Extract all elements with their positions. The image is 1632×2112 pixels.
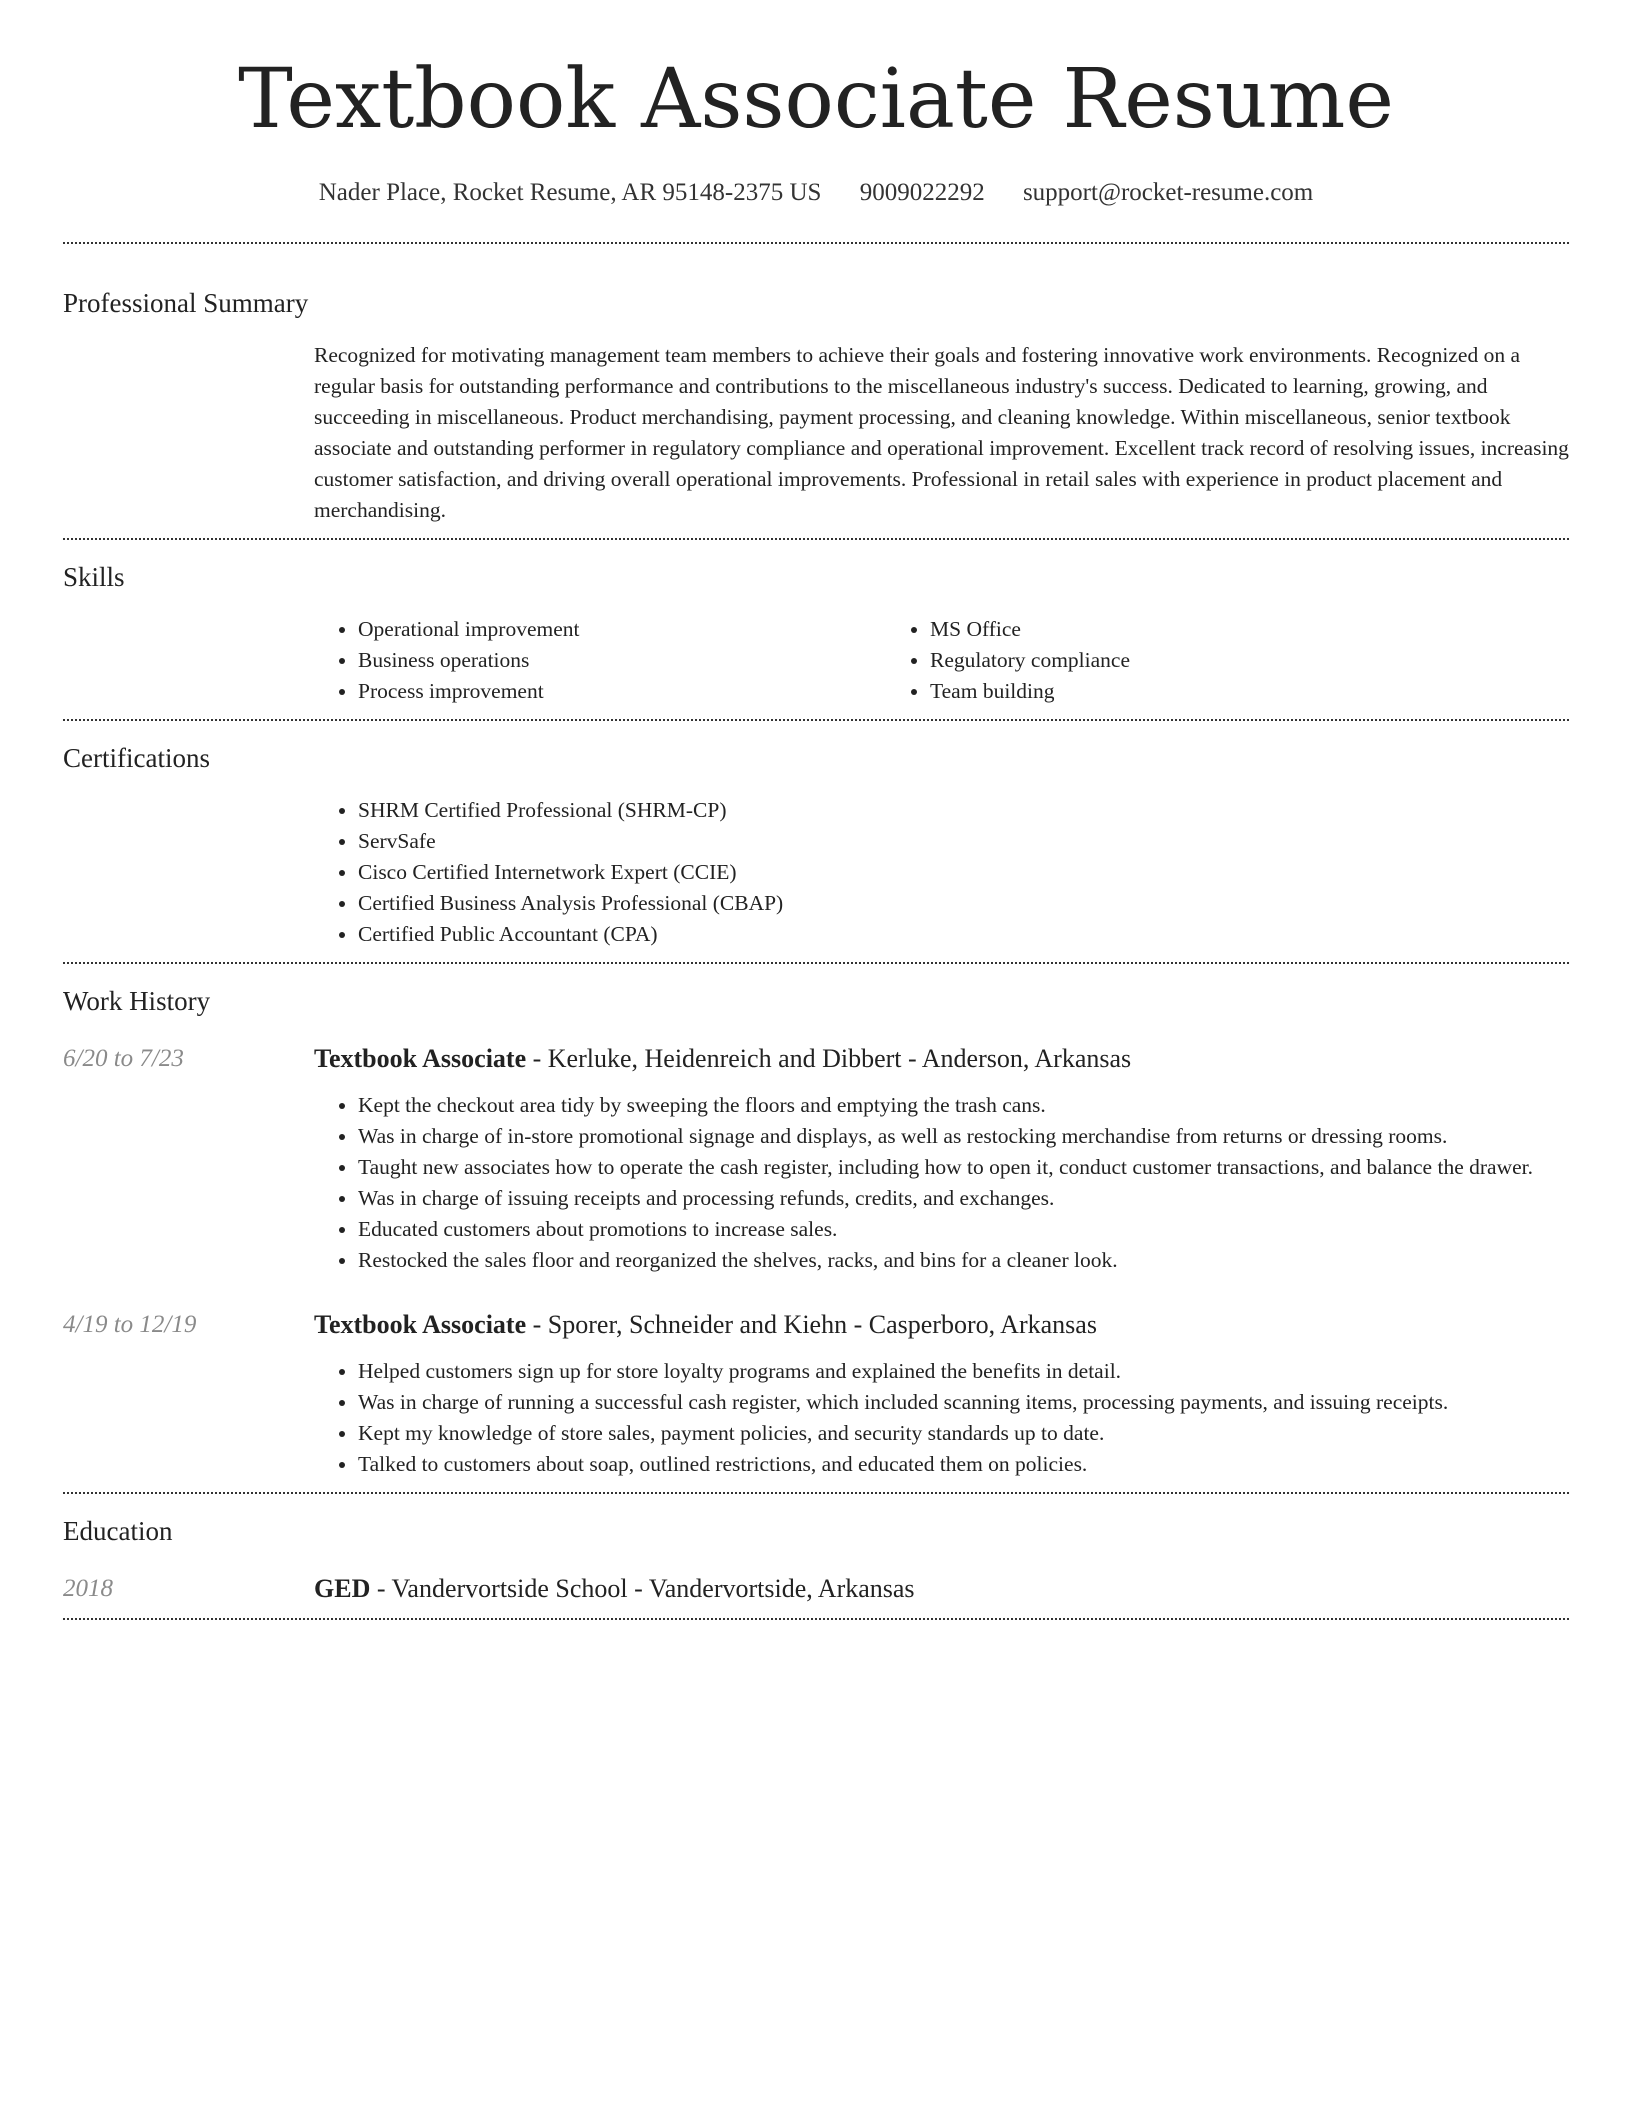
job-bullets (314, 1356, 1569, 1480)
job-bullet: • Taught new associates how to operate the cash register, including how to open it, conduct customer transactions, and balance the drawer. (358, 1152, 1569, 1183)
job-heading (314, 1042, 1569, 1076)
job-role: Textbook Associate (314, 1044, 527, 1073)
certification-item: • SHRM Certified Professional (SHRM-CP) (358, 795, 1569, 826)
work-history-heading: Work History (63, 986, 211, 1016)
education-year: 2018 (63, 1575, 113, 1602)
contact-address: Nader Place, Rocket Resume, AR 95148-2375 US (318, 179, 822, 206)
education-details: - Vandervortside School - Vandervortside, Arkansas (370, 1574, 915, 1603)
summary-text: Recognized for motivating management team members to achieve their goals and fostering innovative work environments. Recognized on a regular basis for outstanding performance and contributions to the miscellaneous industry's success. Dedicated to learning, growing, and succeeding in miscellaneous. Product merchandising, payment processing, and cleaning knowledge. Within miscellaneous, senior textbook associate and outstanding performer in regulatory compliance and operational improvement. Excellent track record of resolving issues, increasing customer satisfaction, and driving overall operational improvements. Professional in retail sales with experience in product placement and merchandising. (314, 343, 1569, 522)
job-entry (63, 1308, 1569, 1480)
job-details: - Kerluke, Heidenreich and Dibbert - Anderson, Arkansas (526, 1044, 1132, 1073)
contact-phone: 9009022292 (859, 179, 985, 206)
education-heading-line (314, 1572, 915, 1606)
education-heading: Education (63, 1516, 173, 1546)
summary-heading: Professional Summary (63, 288, 309, 318)
summary-section (63, 244, 1569, 538)
education-degree: GED (314, 1574, 371, 1603)
job-entry (63, 1042, 1569, 1276)
skill-item: • Operational improvement (358, 614, 886, 645)
skills-grid (314, 614, 1569, 707)
job-bullet: • Was in charge of issuing receipts and processing refunds, credits, and exchanges. (358, 1183, 1569, 1214)
skills-section (63, 540, 1569, 719)
certification-item: • ServSafe (358, 826, 1569, 857)
job-bullet: • Restocked the sales floor and reorganized the shelves, racks, and bins for a cleaner look. (358, 1245, 1569, 1276)
certifications-list (314, 795, 1569, 950)
skill-item: • Process improvement (358, 676, 886, 707)
job-bullet: • Helped customers sign up for store loyalty programs and explained the benefits in detail. (358, 1356, 1569, 1387)
job-bullet: • Educated customers about promotions to increase sales. (358, 1214, 1569, 1245)
job-bullet: • Kept the checkout area tidy by sweeping the floors and emptying the trash cans. (358, 1090, 1569, 1121)
skills-heading: Skills (63, 562, 125, 592)
job-bullets (314, 1090, 1569, 1276)
skill-item: • MS Office (930, 614, 1458, 645)
education-entry (63, 1572, 1569, 1606)
certification-item: • Certified Business Analysis Professional (CBAP) (358, 888, 1569, 919)
education-section (63, 1494, 1569, 1618)
resume-header (63, 0, 1569, 210)
certifications-section (63, 721, 1569, 962)
job-heading (314, 1308, 1569, 1342)
job-bullet: • Kept my knowledge of store sales, payment policies, and security standards up to date. (358, 1418, 1569, 1449)
job-role: Textbook Associate (314, 1310, 527, 1339)
job-dates: 4/19 to 12/19 (63, 1311, 197, 1338)
contact-email: support@rocket-resume.com (1022, 179, 1314, 206)
job-bullet: • Was in charge of running a successful cash register, which included scanning items, processing payments, and issuing receipts. (358, 1387, 1569, 1418)
job-dates: 6/20 to 7/23 (63, 1045, 184, 1072)
work-history-section (63, 964, 1569, 1492)
skills-list-right (886, 614, 1458, 707)
certification-item: • Certified Public Accountant (CPA) (358, 919, 1569, 950)
job-bullet: • Was in charge of in-store promotional signage and displays, as well as restocking merchandise from returns or dressing rooms. (358, 1121, 1569, 1152)
skill-item: • Team building (930, 676, 1458, 707)
contact-line (63, 176, 1569, 210)
resume-title: Textbook Associate Resume (238, 52, 1394, 147)
job-bullet: • Talked to customers about soap, outlined restrictions, and educated them on policies. (358, 1449, 1569, 1480)
section-divider (63, 1618, 1569, 1620)
job-details: - Sporer, Schneider and Kiehn - Casperboro, Arkansas (526, 1310, 1097, 1339)
skill-item: • Business operations (358, 645, 886, 676)
certifications-heading: Certifications (63, 743, 210, 773)
skill-item: • Regulatory compliance (930, 645, 1458, 676)
certification-item: • Cisco Certified Internetwork Expert (CCIE) (358, 857, 1569, 888)
skills-list-left (314, 614, 886, 707)
job-body (314, 1308, 1569, 1480)
job-body (314, 1042, 1569, 1276)
